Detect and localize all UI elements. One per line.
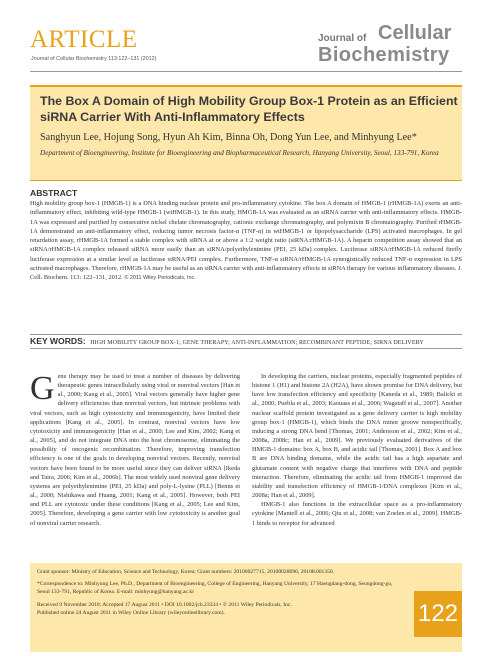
footer-notes-box [30, 563, 462, 652]
journal-title-biochemistry: Biochemistry [318, 44, 450, 66]
body-column-left [30, 372, 240, 528]
journal-title-cellular: Cellular [378, 22, 452, 44]
body-paragraph: In developing the carriers, nuclear proteins, especially fragmented peptides of histone 1 (H1) and histone 2A (H2A), have shown promise for DNA delivery, but have low transfection efficiency and specificity [Kaneda et al., 1989; Balicki et al., 2000; Puebla et al., 2003; Kaouass et al., 2006; Wagstaff et al., 2007]. Another nuclear scaffold protein investigated as a gene delivery carrier is high mobility group box-1 (HMGB-1), which binds the DNA minor groove nonspecifically, inducing a strong DNA bend [Thomas, 2001; Andersson et al., 2002; Kim et al., 2008a, 2008c; Han et al., 2009]. We previously evaluated derivatives of the HMGB-1 domains: box A, box B, and acidic tail [Thomas, 2001]. Box A and box B are DNA binding domains, while the acidic tail has a high aspartate and glutamate content with negative charge that interferes with DNA and peptide interaction. Therefore, eliminating the acidic tail from HMGB-1 improved the stability and transfection efficiency of HMGB-1/DNA complexes [Kim et al., 2008a; Han et al., 2009]. [252, 373, 462, 500]
body-text-left-1: ene therapy may be used to treat a number of diseases by delivering therapeutic genes intracellularly using viral or nonviral vectors [Han et al., 2000; Kang et al., 2005]. Viral vectors generally have higher gene delivery efficiencies than nonviral vectors, but intrinsic problems with viral vectors, such as high cytotoxicity and immunogenicity, have limited their applications [Kang et al., 2005]. In contrast, nonviral vectors have low cytotoxicity and immunogenicity [Han et al., 2000; Lee and Kim, 2002; Kang et al., 2005], and do not integrate DNA into the host chromosome, eliminating the possibility of oncogenic recombination. Therefore, improving transfection efficiency is one of the goals in developing nonviral vectors. Recently, nonviral vectors have been found to be more useful since they can deliver siRNA [Ikeda and Taira, 2006; Kim et al., 2006b]. The most widely used nonviral gene delivery systems are polyethylenimine (PEI, 25 kDa) and poly-L-lysine (PLL) [Benns et al., 2000; Nishikawa and Huang, 2001; Kang et al., 2005]. However, both PEI and PLL are cytotoxic under these conditions [Kang et al., 2005; Lee and Kim, 2005]. Therefore, developing a gene carrier with low cytotoxicity is another goal of nonviral carrier research. [30, 373, 240, 527]
article-type-label: ARTICLE [30, 26, 138, 53]
keywords-bottom-divider [30, 348, 462, 349]
page-number: 122 [417, 600, 459, 627]
keywords-label: KEY WORDS: [30, 336, 86, 346]
journal-header [0, 0, 492, 78]
keywords-line [30, 336, 462, 346]
journal-citation: Journal of Cellular Biochemistry 113:122–131 (2012) [31, 56, 157, 62]
body-paragraph [30, 372, 240, 528]
header-divider [30, 71, 462, 72]
published-note: Published online 24 August 2011 in Wiley Online Library (wileyonlinelibrary.com). [37, 609, 225, 616]
author-list: Sanghyun Lee, Hojung Song, Hyun Ah Kim, Binna Oh, Dong Yun Lee, and Minhyung Lee* [40, 132, 417, 143]
keywords-text: HIGH MOBILITY GROUP BOX-1; GENE THERAPY; ANTI-INFLAMMATION; RECOMBINANT PEPTIDE; SIRNA DELIVERY [90, 340, 424, 346]
page-number-tab [414, 591, 462, 637]
author-affiliation: Department of Bioengineering, Institute for Bioengineering and Biopharmaceutical Research, Hanyang University, Seoul, 133-791, Korea [40, 149, 439, 157]
keywords-top-divider [30, 334, 462, 335]
drop-cap: G [30, 370, 55, 407]
paper-title: The Box A Domain of High Mobility Group Box-1 Protein as an Efficient siRNA Carrier With Anti-Inflammatory Effects [40, 94, 458, 124]
body-paragraph: HMGB-1 also functions in the extracellular space as a pro-inflammatory cytokine [Mantell et al., 2006; Qiu et al., 2008; van Zoelen et al., 2009]. HMGB-1 binds to receptor for advanced [252, 501, 462, 527]
abstract-text: High mobility group box-1 (HMGB-1) is a DNA binding nuclear protein and pro-inflammatory cytokine. The box A domain of HMGB-1 (rHMGB-1A) exerts an anti-inflammatory effect, inhibiting wild-type HMGB-1 (wtHMGB-1). In this study, HMGB-1A was evaluated as an siRNA carrier with anti-inflammatory effects. HMGB-1A was expressed and purified by consecutive nickel chelate chromatography, cationic exchange chromatography, and polymixin B chromatography. Purified rHMGB-1A demonstrated an anti-inflammatory effect, reducing tumor necrosis factor-α (TNF-α) in wtHMGB-1 or lipopolysaccharide (LPS) activated macrophages. In gel retardation assay, rHMGB-1A formed a stable complex with siRNA at or above a 1:2 weight ratio (siRNA:rHMGB-1A). A heparin competition assay showed that an siRNA/rHMGB-1A complex released siRNA more easily than an siRNA/polyethylenimine (PEI, 25 kDa) complex. Luciferase siRNA/rHMGB-1A reduced firefly luciferase expression at a similar level as luciferase siRNA/PEI complex. Furthermore, TNF-α siRNA/rHMGB-1A synergistically reduced TNF-α expression in LPS activated macrophages. Therefore, rHMGB-1A may be useful as an siRNA carrier with anti-inflammatory effects in siRNA therapy for various inflammatory diseases. J. Cell. Biochem. 113: 122–131, 2012. [30, 200, 462, 282]
footer-notes [37, 568, 397, 617]
received-note: Received 9 November 2010; Accepted 17 August 2011 • DOI 10.1002/jcb.23334 • © 2011 Wiley Periodicals, Inc. [37, 601, 292, 608]
abstract-body [30, 199, 462, 284]
title-box [30, 85, 462, 181]
correspondence-note: *Correspondence to: Minhyung Lee, Ph.D., Department of Bioengineering, College of Engineering, Hanyang University, 17 Haengdang-dong, Seongdong-gu, Seoul 133-791, Republic of Korea. E-mail: minhyung@hanyang.ac.kr [37, 581, 393, 596]
journal-title-prefix: Journal of [318, 33, 367, 44]
abstract-copyright: © 2011 Wiley Periodicals, Inc. [124, 275, 196, 282]
abstract-heading: ABSTRACT [30, 188, 78, 198]
grant-note: Grant sponsor: Ministry of Education, Science and Technology, Korea; Grant numbers: 20100027715, 20100028096, 2010K001350. [37, 569, 335, 575]
body-column-right [252, 372, 462, 528]
